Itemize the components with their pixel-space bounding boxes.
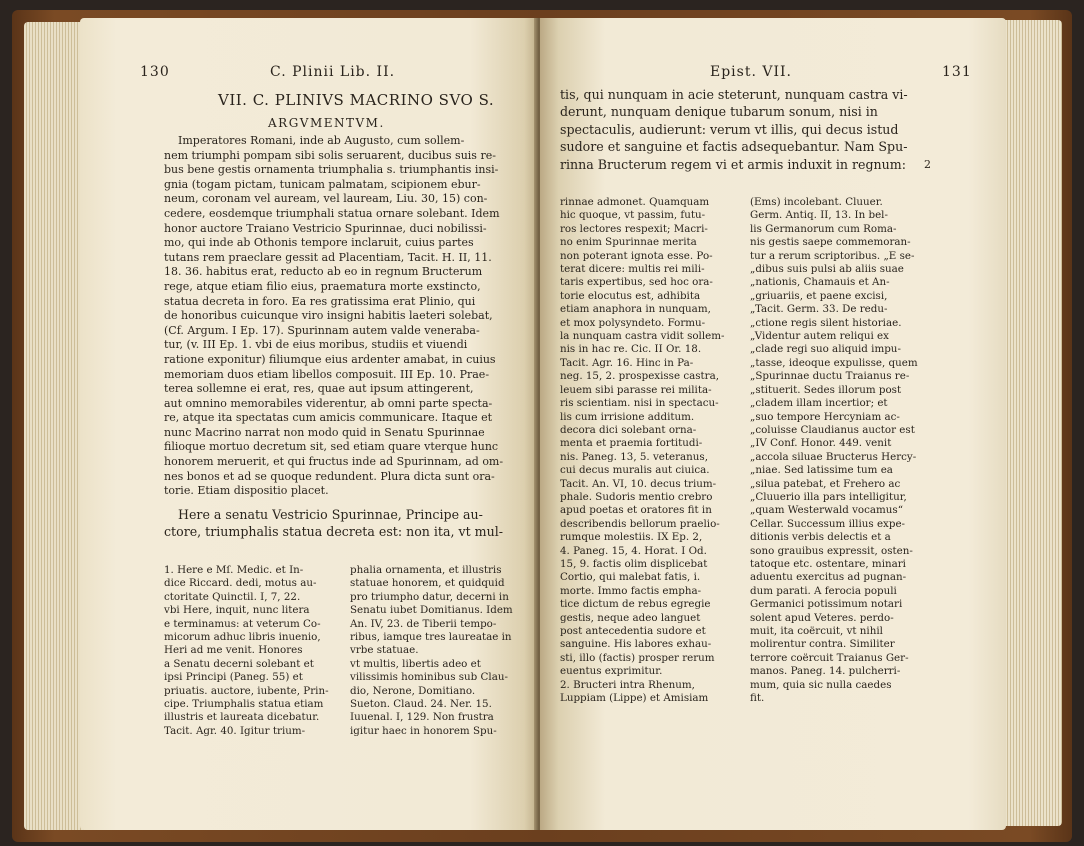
footnote-line: „Videntur autem reliqui ex <box>750 330 889 343</box>
footnote-line: manos. Paneg. 14. pulcherri- <box>750 665 901 678</box>
footnote-line: „coluisse Claudianus auctor est <box>750 423 915 436</box>
main-text-line: rinna Bructerum regem vi et armis induxit in regnum: <box>560 156 906 172</box>
argument-text <box>164 134 520 499</box>
main-text-line: sudore et sanguine et factis adsequebantur. Nam Spu- <box>560 139 908 155</box>
footnote-line: solent apud Veteres. perdo- <box>750 611 894 624</box>
footnote-line: cipe. Triumphalis statua etiam <box>164 698 324 711</box>
right-page-edges <box>998 20 1062 826</box>
footnote-line: neg. 15, 2. prospexisse castra, <box>560 370 719 383</box>
footnote-line: „stituerit. Sedes illorum post <box>750 383 902 396</box>
argument-heading: ARGVMENTVM. <box>268 116 385 130</box>
argument-line: re, atque ita spectatas cum amicis communicare. Itaque et <box>164 411 493 425</box>
footnote-line: „suo tempore Hercyniam ac- <box>750 410 900 423</box>
footnote-line: „silua patebat, et Frehero ac <box>750 477 901 490</box>
footnote-line: fit. <box>750 692 765 705</box>
footnote-line: „griuariis, et paene excisi, <box>750 289 888 302</box>
footnote-line: mum, quia sic nulla caedes <box>750 678 892 691</box>
footnote-line: sono grauibus expressit, osten- <box>750 544 913 557</box>
footnote-line: Tacit. Agr. 16. Hinc in Pa- <box>560 356 694 369</box>
argument-line: nes bonos et ad se quoque redundent. Plura dicta sunt ora- <box>164 469 495 483</box>
argument-line: cedere, eosdemque triumphali statua ornare solebant. Idem <box>164 206 500 220</box>
footnote-line: statuae honorem, et quidquid <box>350 577 505 590</box>
main-text-line: derunt, nunquam denique tubarum sonum, nisi in <box>560 104 878 120</box>
footnote-line: euentus exprimitur. <box>560 665 663 678</box>
argument-line: bus bene gestis ornamenta triumphalia s. triumphantis insi- <box>164 163 499 177</box>
footnote-line: dice Riccard. dedi, motus au- <box>164 577 317 590</box>
footnote-line: illustris et laureata dicebatur. <box>164 711 320 724</box>
left-page-edges <box>24 22 86 830</box>
main-text-right <box>560 86 932 173</box>
footnote-line: „Cluuerio illa pars intelligitur, <box>750 490 907 503</box>
argument-line: ratione exponitur) filiumque eius ardenter amabat, in cuius <box>164 352 496 366</box>
argument-line: filioque mortuo decretum sit, sed etiam quare vterque hunc <box>164 440 499 454</box>
argument-line: neum, coronam vel auream, vel lauream, Liu. 30, 15) con- <box>164 192 488 206</box>
argument-line: mo, qui inde ab Othonis tempore inclaruit, cuius partes <box>164 236 474 250</box>
footnote-line: Germanici potissimum notari <box>750 598 903 611</box>
footnote-line: 15, 9. factis olim displicebat <box>560 557 708 570</box>
footnote-line: apud poetas et oratores fit in <box>560 504 712 517</box>
footnote-line: nis gestis saepe commemoran- <box>750 236 911 249</box>
argument-line: tutans rem praeclare gessit ad Placentiam, Tacit. H. II, 11. <box>164 250 492 264</box>
footnotes-right-column <box>750 196 938 705</box>
footnote-line: cui decus muralis aut ciuica. <box>560 464 710 477</box>
footnote-line: la nunquam castra vidit sollem- <box>560 330 725 343</box>
footnote-line: Cellar. Successum illius expe- <box>750 517 906 530</box>
footnote-line: a Senatu decerni solebant et <box>164 657 314 670</box>
footnote-line: Tacit. An. VI, 10. decus trium- <box>560 477 717 490</box>
footnote-line: „Tacit. Germ. 33. De redu- <box>750 303 888 316</box>
footnote-line: vbi Here, inquit, nunc litera <box>164 604 310 617</box>
footnote-line: ditionis verbis delectis et a <box>750 531 891 544</box>
footnote-line: ris scientiam. nisi in spectacu- <box>560 397 719 410</box>
footnote-line: dum parati. A ferocia populi <box>750 584 897 597</box>
footnote-line: vt multis, libertis adeo et <box>350 657 481 670</box>
footnotes-right-column <box>350 564 522 738</box>
footnote-line: 4. Paneg. 15, 4. Horat. I Od. <box>560 544 707 557</box>
left-page-number: 130 <box>140 64 170 80</box>
footnote-line: et mox polysyndeto. Formu- <box>560 316 706 329</box>
footnote-line: hic quoque, vt passim, futu- <box>560 209 706 222</box>
footnote-line: Heri ad me venit. Honores <box>164 644 303 657</box>
footnote-line: menta et praemia fortitudi- <box>560 437 703 450</box>
footnote-line: ipsi Principi (Paneg. 55) et <box>164 671 303 684</box>
footnote-line: etiam anaphora in nunquam, <box>560 303 711 316</box>
footnote-line: 1. Here e Mſ. Medic. et In- <box>164 564 304 576</box>
footnote-line: molirentur contra. Similiter <box>750 638 895 651</box>
footnote-line: torie elocutus est, adhibita <box>560 289 701 302</box>
margin-number: 2 <box>924 158 931 171</box>
footnote-line: dio, Nerone, Domitiano. <box>350 684 476 697</box>
footnote-line: „niae. Sed latissime tum ea <box>750 464 893 477</box>
footnote-line: (Ems) incolebant. Cluuer. <box>750 196 883 208</box>
footnote-line: lis Germanorum cum Roma- <box>750 222 897 235</box>
footnote-line: terat dicere: multis rei mili- <box>560 263 705 276</box>
footnote-line: vilissimis hominibus sub Clau- <box>350 671 508 684</box>
footnote-line: gestis, neque adeo languet <box>560 611 701 624</box>
footnote-line: rinnae admonet. Quamquam <box>560 196 710 208</box>
argument-line: (Cf. Argum. I Ep. 17). Spurinnam autem valde veneraba- <box>164 323 480 337</box>
argument-line: aut omnino memorabiles viderentur, ab omni parte specta- <box>164 396 493 410</box>
footnote-line: nis. Paneg. 13, 5. veteranus, <box>560 450 708 463</box>
argument-line: nunc Macrino narrat non modo quid in Senatu Spurinnae <box>164 425 485 439</box>
footnote-line: ros lectores respexit; Macri- <box>560 222 708 235</box>
footnote-line: igitur haec in honorem Spu- <box>350 724 497 737</box>
argument-line: rege, atque etiam filio eius, praematura morte exstincto, <box>164 279 481 293</box>
footnote-line: ctoritate Quinctil. I, 7, 22. <box>164 590 301 603</box>
footnote-line: „Spurinnae ductu Traianus re- <box>750 370 910 383</box>
footnote-line: micorum adhuc libris inuenio, <box>164 631 321 644</box>
footnote-line: phale. Sudoris mentio crebro <box>560 490 713 503</box>
footnote-line: priuatis. auctore, iubente, Prin- <box>164 684 329 697</box>
argument-line: statua decreta in foro. Ea res gratissima erat Plinio, qui <box>164 294 476 308</box>
footnote-line: ribus, iamque tres laureatae in <box>350 631 512 644</box>
right-running-head: Epist. VII. <box>710 64 792 80</box>
left-page <box>80 18 538 830</box>
footnote-line: e terminamus: at veterum Co- <box>164 617 321 630</box>
footnote-line: „dibus suis pulsi ab aliis suae <box>750 263 904 276</box>
footnote-line: no enim Spurinnae merita <box>560 236 697 249</box>
argument-line: tur, (v. III Ep. 1. vbi de eius moribus, studiis et viuendi <box>164 338 468 352</box>
footnote-line: „nationis, Chamauis et An- <box>750 276 890 289</box>
footnote-line: 2. Bructeri intra Rhenum, <box>560 678 695 691</box>
argument-line: terea sollemne ei erat, res, quae aut ipsum attingerent, <box>164 382 474 396</box>
footnote-line: Cortio, qui malebat fatis, i. <box>560 571 701 584</box>
argument-line: 18. 36. habitus erat, reducto ab eo in regnum Bructerum <box>164 265 483 279</box>
right-page-number: 131 <box>942 64 972 80</box>
argument-line: nem triumphi pompam sibi solis seruarent, ducibus suis re- <box>164 148 496 162</box>
footnote-line: tur a rerum scriptoribus. „E se- <box>750 249 915 262</box>
footnote-line: Sueton. Claud. 24. Ner. 15. <box>350 698 492 711</box>
footnotes-left-column <box>164 564 344 738</box>
footnote-line: Germ. Antiq. II, 13. In bel- <box>750 209 888 222</box>
argument-line: honorem meruerit, et qui fructus inde ad Spurinnam, ad om- <box>164 455 504 469</box>
footnote-line: tatoque etc. ostentare, minari <box>750 557 906 570</box>
argument-line: memoriam duos etiam libellos composuit. III Ep. 10. Prae- <box>164 367 490 381</box>
footnote-line: aduentu exercitus ad pugnan- <box>750 571 907 584</box>
footnote-line: Tacit. Agr. 40. Igitur trium- <box>164 724 306 737</box>
argument-line: Imperatores Romani, inde ab Augusto, cum sollem- <box>178 134 465 147</box>
footnote-line: rumque molestiis. IX Ep. 2, <box>560 531 703 544</box>
argument-line: de honoribus cuicunque viro insigni habitis laeteri solebat, <box>164 309 493 323</box>
footnote-line: An. IV, 23. de Tiberii tempo- <box>350 617 497 630</box>
right-page <box>540 18 1006 830</box>
main-text-line: Here a senatu Vestricio Spurinnae, Principe au- <box>178 507 483 522</box>
footnote-line: describendis bellorum praelio- <box>560 517 720 530</box>
footnote-line: terrore coërcuit Traianus Ger- <box>750 651 909 664</box>
footnote-line: „accola siluae Bructerus Hercy- <box>750 450 917 463</box>
footnote-line: sanguine. His labores exhau- <box>560 638 712 651</box>
footnote-line: phalia ornamenta, et illustris <box>350 564 502 576</box>
main-text-line: tis, qui nunquam in acie steterunt, nunquam castra vi- <box>560 87 908 102</box>
footnote-line: lis cum irrisione additum. <box>560 410 695 423</box>
footnote-line: Senatu iubet Domitianus. Idem <box>350 604 513 617</box>
footnote-line: „clade regi suo aliquid impu- <box>750 343 901 356</box>
footnote-line: sti, illo (factis) prosper rerum <box>560 651 715 664</box>
footnote-line: „tasse, ideoque expulisse, quem <box>750 356 918 369</box>
left-running-head: C. Plinii Lib. II. <box>270 64 396 80</box>
footnote-line: pro triumpho datur, decerni in <box>350 590 509 603</box>
footnote-line: Iuuenal. I, 129. Non frustra <box>350 711 494 724</box>
footnotes-left-column <box>560 196 742 705</box>
footnote-line: post antecedentia sudore et <box>560 625 706 637</box>
footnote-line: Luppiam (Lippe) et Amisiam <box>560 692 709 705</box>
footnote-line: non poterant ignota esse. Po- <box>560 249 713 262</box>
footnote-line: „quam Westerwald vocamus“ <box>750 504 903 517</box>
main-text-line: ctore, triumphalis statua decreta est: non ita, vt mul- <box>164 524 504 540</box>
footnote-line: „cladem illam incertior; et <box>750 397 888 410</box>
main-text-left <box>164 506 520 541</box>
argument-line: honor auctore Traiano Vestricio Spurinnae, duci nobilissi- <box>164 221 487 235</box>
argument-line: gnia (togam pictam, tunicam palmatam, scipionem ebur- <box>164 177 481 191</box>
footnote-line: muit, ita coërcuit, vt nihil <box>750 625 883 637</box>
footnote-line: morte. Immo factis empha- <box>560 584 702 597</box>
footnote-line: tice dictum de rebus egregie <box>560 598 711 611</box>
footnote-line: „ctione regis silent historiae. <box>750 316 902 329</box>
footnote-line: leuem sibi parasse rei milita- <box>560 383 712 396</box>
footnote-line: decora dici solebant orna- <box>560 423 697 436</box>
letter-title: VII. C. PLINIVS MACRINO SVO S. <box>218 91 495 109</box>
footnote-line: „IV Conf. Honor. 449. venit <box>750 437 892 450</box>
argument-line: torie. Etiam dispositio placet. <box>164 484 329 498</box>
footnote-line: taris expertibus, sed hoc ora- <box>560 276 713 289</box>
main-text-line: spectaculis, audierunt: verum vt illis, qui decus istud <box>560 121 899 137</box>
footnote-line: nis in hac re. Cic. II Or. 18. <box>560 343 702 356</box>
footnote-line: vrbe statuae. <box>350 644 419 657</box>
